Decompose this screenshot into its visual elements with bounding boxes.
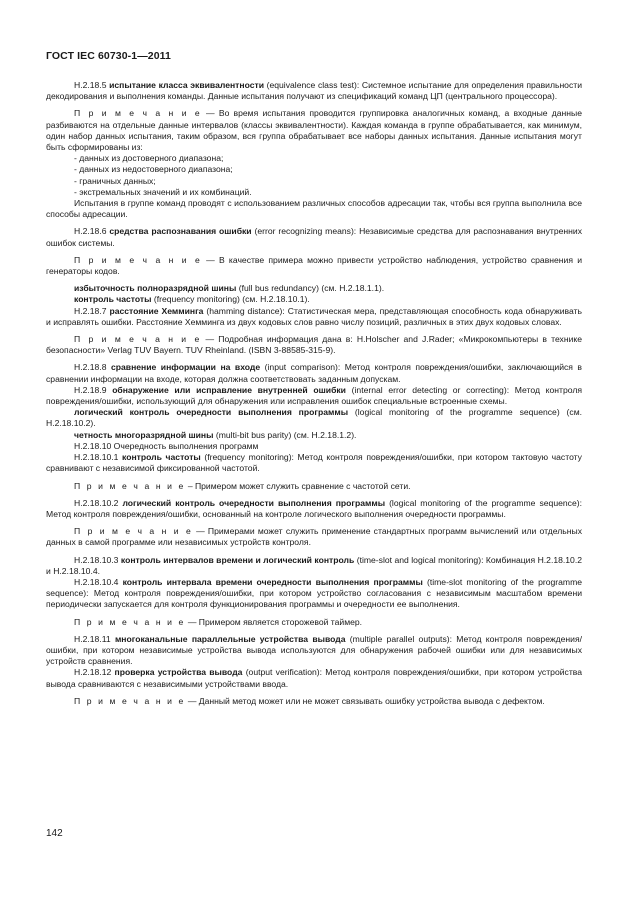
clause-text: (input comparison): Метод контроля повреждения/ошибки, заключающийся в сравнении информации на входе, которая должна соответствовать заданным допускам. — [46, 362, 583, 384]
clause-text: (full bus redundancy) (см. H.2.18.1.1). — [238, 283, 385, 294]
clause-term: средства распознавания ошибки — [109, 226, 252, 237]
clause-text: (output verification): Метод контроля повреждения/ошибки, при котором устройства вывода сравниваются с независимыми устройствами ввода. — [46, 667, 583, 689]
cross-reference — [46, 430, 582, 441]
clause-term: логический контроль очередности выполнения программы — [122, 497, 386, 508]
clause-term: испытание класса эквивалентности — [109, 80, 264, 90]
note-paragraph — [46, 108, 582, 153]
list-item: - данных из недостоверного диапазона; — [74, 164, 233, 175]
note-label: П р и м е ч а н и е — [74, 480, 186, 491]
list-item: - данных из достоверного диапазона; — [74, 153, 224, 164]
note-label: П р и м е ч а н и е — [74, 334, 202, 345]
page-number: 142 — [46, 828, 63, 839]
clause-term: логический контроль очередности выполнения программы — [74, 407, 349, 418]
clause-text: (equivalence class test): Системное испытание для определения правильности декодирования и выполнения команды. Данные испытания получают из спецификаций команд ЦП (центрального процессора). — [46, 80, 582, 102]
page-header: ГОСТ IEC 60730-1—2011 — [46, 50, 171, 62]
clause-h2-18-12 — [46, 667, 582, 689]
clause-number: H.2.18.10.2 — [74, 497, 119, 508]
note-paragraph — [46, 334, 582, 356]
clause-text: (frequency monitoring): Метод контроля повреждения/ошибки, при котором тактовую частоту сравнивают с независимой фиксированной частотой. — [46, 452, 582, 474]
clause-term: избыточность полноразрядной шины — [74, 283, 237, 294]
clause-term: многоканальные параллельные устройства вывода — [114, 633, 346, 644]
note-text: – Примером может служить сравнение с частотой сети. — [187, 480, 411, 491]
note-text: — Примером является сторожевой таймер. — [187, 616, 363, 627]
note-text: — В качестве примера можно привести устройство наблюдения, устройство сравнения и генераторы кодов. — [46, 254, 583, 277]
note-paragraph — [46, 255, 582, 277]
clause-number: H.2.18.9 — [74, 384, 107, 395]
clause-text: (frequency monitoring) (см. H.2.18.10.1). — [153, 294, 310, 305]
note-text: — Во время испытания проводится группировка аналогичных команд, а входные данные разбиваются на отдельные данные интервалов (классы эквивалентности). Каждая команда в группе обрабатывается, как минимум, один набор данных испытания, таким образом, вся группа обрабатывает все наборы данных испытания. Данные испытания могут быть сформированы из: — [46, 108, 582, 153]
note-paragraph — [46, 481, 582, 492]
note-text: — Подробная информация дана в: H.Holscher and J.Rader; «Микрокомпьютеры в технике безопасности» Verlag TUV Bayern. TUV Rheinland. (ISBN 3-88585-315-9). — [46, 334, 583, 356]
clause-text: (time-slot and logical monitoring): Комбинация H.2.18.10.2 и H.2.18.10.4. — [46, 554, 583, 576]
clause-number: H.2.18.11 — [74, 633, 111, 644]
note-label: П р и м е ч а н и е — [74, 254, 202, 265]
note-text: — Данный метод может или не может связывать ошибку устройства вывода с дефектом. — [187, 695, 545, 706]
clause-term: проверка устройства вывода — [114, 667, 243, 678]
clause-number: H.2.18.10.1 — [74, 452, 119, 463]
clause-number: H.2.18.6 — [74, 226, 107, 237]
note-label: П р и м е ч а н и е — [74, 616, 186, 627]
clause-number: H.2.18.7 — [74, 305, 107, 316]
clause-number: H.2.18.10.3 — [74, 554, 119, 565]
clause-h2-18-10-4 — [46, 577, 582, 611]
list-item: - граничных данных; — [74, 175, 156, 186]
clause-term: четность многоразрядной шины — [74, 429, 214, 440]
clause-text: (logical monitoring of the programme sequence) (см. H.2.18.10.2). — [46, 407, 583, 429]
clause-h2-18-11 — [46, 634, 582, 668]
cross-reference — [46, 283, 582, 294]
note-paragraph — [46, 617, 582, 628]
clause-number: H.2.18.8 — [74, 362, 107, 373]
clause-term: контроль частоты — [74, 294, 152, 305]
clause-text: (hamming distance): Статистическая мера, представляющая способность кода обнаруживать и исправлять ошибки. Расстояние Хемминга из двух кодовых слов равно числу позиций, различных в этих двух кодовых словах. — [46, 305, 583, 327]
note-paragraph — [46, 696, 582, 707]
clause-text: (time-slot monitoring of the programme sequence): Метод контроля повреждения/ошибки, при котором устройство согласования с независимым масштабом времени периодически запускается для контроля функционирования программы и очередности ее выполнения. — [46, 576, 583, 610]
clause-text: (multiple parallel outputs): Метод контроля повреждения/ошибки, при котором независимые устройства вывода используются для обнаружения рабочей ошибки или для независимых устройств сравнения. — [46, 633, 583, 667]
clause-text: (multi-bit bus parity) (см. H.2.18.1.2). — [215, 429, 357, 440]
cross-reference — [46, 294, 582, 305]
clause-term: расстояние Хемминга — [109, 305, 204, 316]
page-content — [46, 80, 582, 707]
note-text: — Примерами может служить применение стандартных программ вычислений или отдельных данных в самой программе или независимых устройств контроля. — [46, 526, 582, 548]
note-label: П р и м е ч а н и е — [74, 526, 193, 537]
clause-h2-18-5 — [46, 80, 582, 102]
clause-term: контроль частоты — [122, 452, 201, 463]
note-tail: Испытания в группе команд проводят с использованием различных способов адресации так, чтобы вся группа выполнила все способы адресации. — [46, 198, 582, 220]
clause-h2-18-10: H.2.18.10 Очередность выполнения программ — [74, 440, 259, 451]
clause-term: контроль интервала времени очередности выполнения программы — [122, 576, 423, 587]
clause-term: контроль интервалов времени и логический контроль — [120, 554, 355, 565]
note-label: П р и м е ч а н и е — [74, 695, 186, 706]
clause-text: (internal error detecting or correcting): Метод контроля повреждения/ошибки, использующий для обнаружения или исправления ошибок специальные встроенные схемы. — [46, 384, 582, 407]
clause-number: H.2.18.10.4 — [74, 576, 119, 587]
clause-h2-18-10-3 — [46, 555, 582, 577]
clause-text: (error recognizing means): Независимые средства для распознавания внутренних ошибок системы. — [46, 226, 583, 248]
clause-h2-18-7 — [46, 306, 582, 328]
clause-text: (logical monitoring of the programme sequence): Метод контроля повреждения/ошибки, основанный на контроле логического выполнения очередности программы. — [46, 497, 582, 519]
clause-h2-18-9 — [46, 385, 582, 407]
note-label: П р и м е ч а н и е — [74, 108, 202, 119]
list-item: - экстремальных значений и их комбинаций. — [74, 186, 252, 197]
clause-number: H.2.18.5 — [74, 80, 107, 90]
clause-h2-18-10-2 — [46, 498, 582, 520]
clause-h2-18-10-1 — [46, 452, 582, 474]
clause-h2-18-8 — [46, 362, 582, 384]
note-paragraph — [46, 526, 582, 548]
clause-h2-18-6 — [46, 226, 582, 248]
cross-reference — [46, 407, 582, 429]
clause-number: H.2.18.12 — [74, 667, 112, 678]
clause-term: обнаружение или исправление внутренней ошибки — [112, 384, 346, 395]
clause-term: сравнение информации на входе — [111, 362, 261, 373]
